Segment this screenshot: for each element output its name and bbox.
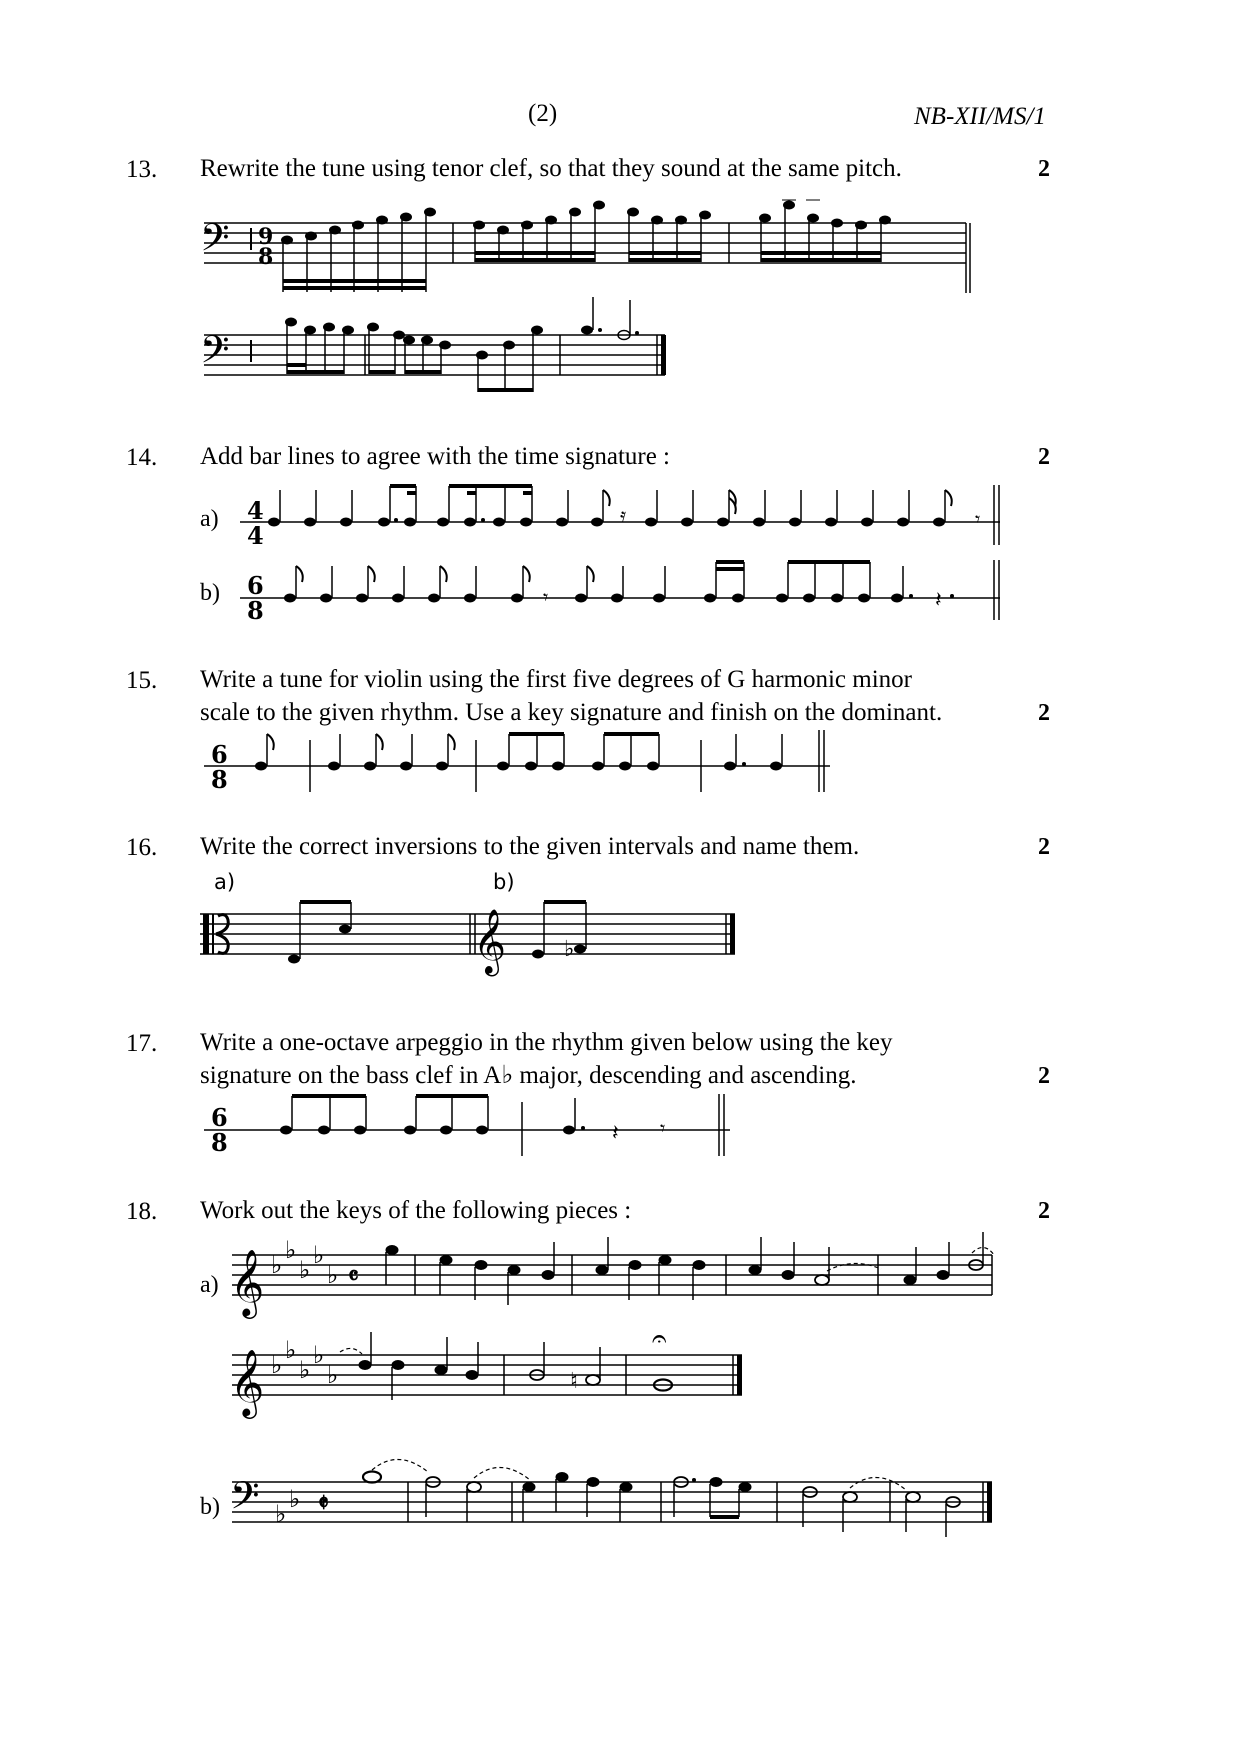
flat-icon: ♭ bbox=[299, 1256, 311, 1284]
flat-icon: ♭ bbox=[564, 937, 575, 962]
time-sig-bottom: 8 bbox=[211, 1128, 228, 1157]
q14a-rhythm bbox=[240, 484, 1000, 550]
flat-icon: ♭ bbox=[275, 1500, 287, 1528]
question-text: Rewrite the tune using tenor clef, so that they sound at the same pitch. bbox=[200, 155, 902, 182]
rest-icon: 𝄽 bbox=[935, 588, 942, 613]
flat-icon: ♭ bbox=[299, 1356, 311, 1384]
question-text-line-1: Write a one-octave arpeggio in the rhythm given below using the key bbox=[200, 1029, 893, 1056]
q15-rhythm bbox=[204, 730, 830, 794]
q17-rhythm bbox=[204, 1094, 730, 1157]
common-time-icon: 𝄴 bbox=[348, 1261, 359, 1290]
part-label: a) bbox=[200, 1272, 219, 1298]
q18b-staff bbox=[230, 1459, 992, 1537]
time-sig-top: 6 bbox=[211, 740, 228, 769]
rest-icon: 𝄾 bbox=[660, 1116, 666, 1140]
part-label: b) bbox=[200, 580, 220, 606]
treble-clef-icon: 𝄞 bbox=[230, 1248, 265, 1316]
q13-staff-1 bbox=[200, 200, 970, 293]
time-sig-bottom: 8 bbox=[258, 244, 274, 270]
time-sig-top: 9 bbox=[258, 224, 274, 250]
fermata-icon: 𝄐 bbox=[652, 1324, 667, 1354]
natural-icon: ♮ bbox=[570, 1369, 578, 1394]
flat-icon: ♭ bbox=[271, 1351, 283, 1379]
part-label: a) bbox=[214, 870, 236, 894]
flat-icon: ♭ bbox=[285, 1236, 297, 1264]
question-marks: 2 bbox=[1038, 1063, 1050, 1089]
question-marks: 2 bbox=[1038, 1198, 1050, 1224]
question-text-line-2: scale to the given rhythm. Use a key signature and finish on the dominant. bbox=[200, 699, 943, 726]
page-number: (2) bbox=[528, 100, 558, 127]
treble-clef-icon: 𝄞 bbox=[230, 1348, 265, 1416]
treble-clef-icon: 𝄞 bbox=[473, 909, 507, 974]
bass-clef-icon: 𝄢 bbox=[200, 327, 230, 381]
part-label: b) bbox=[200, 1494, 220, 1520]
flat-icon: ♭ bbox=[271, 1251, 283, 1279]
question-text-line-1: Write a tune for violin using the first five degrees of G harmonic minor bbox=[200, 666, 912, 693]
question-text: Work out the keys of the following pieces : bbox=[200, 1197, 632, 1224]
q18a-staff-2 bbox=[230, 1324, 742, 1419]
question-number: 14. bbox=[126, 444, 158, 471]
rest-icon: 𝄽 bbox=[612, 1121, 619, 1146]
time-sig-top: 6 bbox=[247, 571, 264, 600]
question-marks: 2 bbox=[1038, 700, 1050, 726]
q18a-staff-1 bbox=[230, 1232, 994, 1319]
q13-staff-2 bbox=[200, 297, 666, 392]
question-marks: 2 bbox=[1038, 444, 1050, 470]
flat-icon: ♭ bbox=[313, 1341, 325, 1369]
time-sig-bottom: 8 bbox=[211, 765, 228, 794]
question-text: Write the correct inversions to the given intervals and name them. bbox=[200, 833, 860, 860]
flat-icon: ♭ bbox=[285, 1336, 297, 1364]
bass-clef-icon: 𝄢 bbox=[200, 215, 230, 269]
time-sig-top: 4 bbox=[247, 496, 264, 525]
flat-icon: ♭ bbox=[313, 1241, 325, 1269]
question-text-line-2: signature on the bass clef in A♭ major, descending and ascending. bbox=[200, 1062, 857, 1089]
question-text: Add bar lines to agree with the time signature : bbox=[200, 443, 671, 470]
question-number: 18. bbox=[126, 1198, 158, 1225]
question-marks: 2 bbox=[1038, 156, 1050, 182]
bass-clef-icon: 𝄢 bbox=[230, 1473, 260, 1527]
part-label: b) bbox=[493, 870, 515, 894]
question-number: 13. bbox=[126, 156, 158, 183]
part-label: a) bbox=[200, 506, 219, 532]
question-number: 16. bbox=[126, 834, 158, 861]
q16-staff bbox=[200, 900, 735, 976]
time-sig-top: 6 bbox=[211, 1103, 228, 1132]
cut-time-icon: 𝄵 bbox=[318, 1488, 329, 1517]
rest-icon: 𝄾 bbox=[543, 585, 549, 609]
paper-code: NB-XII/MS/1 bbox=[914, 103, 1046, 130]
time-sig-bottom: 4 bbox=[247, 521, 264, 550]
flat-icon: ♭ bbox=[327, 1261, 339, 1289]
question-number: 15. bbox=[126, 667, 158, 694]
flat-icon: ♭ bbox=[327, 1361, 339, 1389]
q14b-rhythm bbox=[240, 560, 1000, 625]
question-marks: 2 bbox=[1038, 834, 1050, 860]
time-sig-bottom: 8 bbox=[247, 596, 264, 625]
flat-icon: ♭ bbox=[289, 1485, 301, 1513]
rest-icon: 𝄾 bbox=[975, 507, 981, 531]
rest-icon: 𝄿 bbox=[620, 503, 627, 527]
question-number: 17. bbox=[126, 1030, 158, 1057]
